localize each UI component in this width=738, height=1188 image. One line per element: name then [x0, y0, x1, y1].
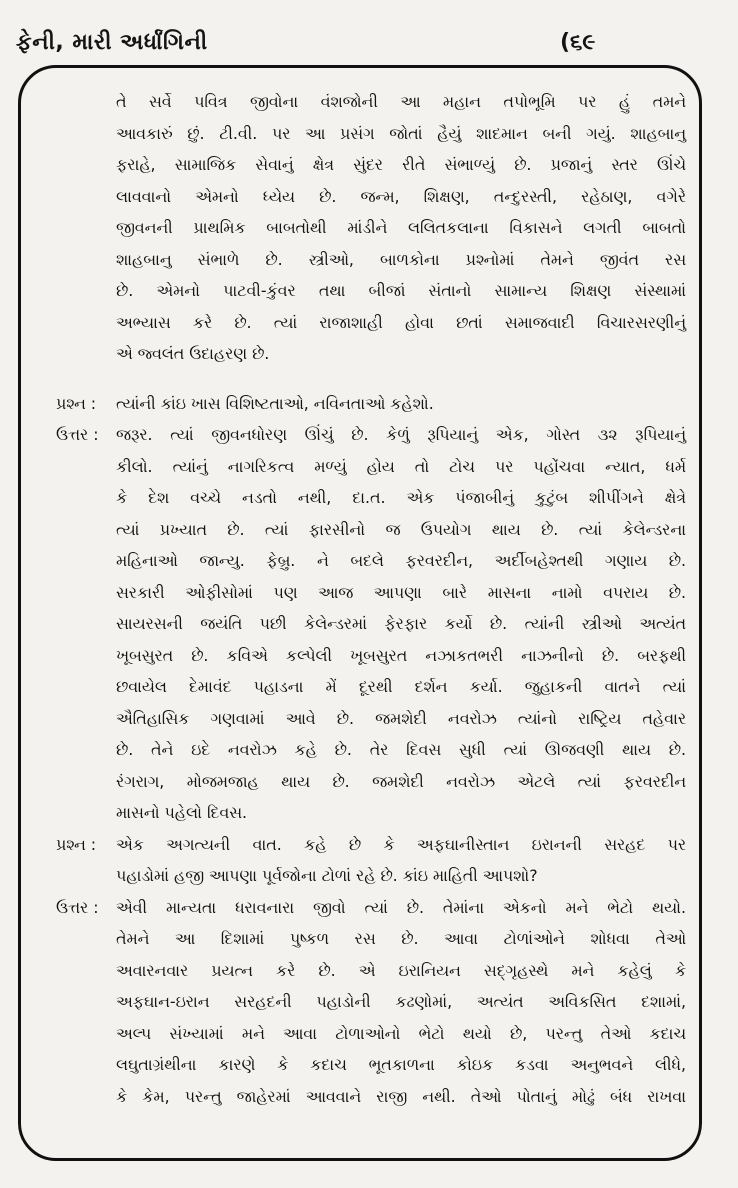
- text-line: અવારનવાર પ્રયત્ન કરે છે. એ ઇરાનિયન સદ્‌ગૃહસ્થે મને કહેલું કે: [116, 960, 686, 980]
- text-line: તે સર્વે પવિત્ર જીવોના વંશજોની આ મહાન તપોભૂમિ પર હું તમને: [116, 92, 686, 111]
- text-line: અલ્પ સંખ્યામાં મને આવા ટોળાઓનો ભેટો થયો છે, પરન્તુ તેઓ કદાચ: [116, 1023, 686, 1043]
- text-line: કીલો. ત્યાંનું નાગરિકત્વ મળ્યું હોય તો ટોચ પર પહોંચવા ન્યાત, ધર્મ: [116, 456, 686, 476]
- text-line: ત્યાંની કાંઇ ખાસ વિશિષ્ટતાઓ, નવિનતાઓ કહેશો.: [116, 393, 434, 413]
- text-line: કે દેશ વચ્ચે નડતો નથી, દા.ત. એક પંજાબીનું કુટુંબ શીપીંગને ક્ષેત્રે: [116, 488, 686, 507]
- text-line: શાહબાનુ સંભાળે છે. સ્ત્રીઓ, બાળકોના પ્રશ્નોમાં તેમને જીવંત રસ: [116, 249, 686, 269]
- text-line: છે. તેને ઇદે નવરોઝ કહે છે. તેર દિવસ સુધી ત્યાં ઊજવણી થાય છે.: [116, 740, 686, 759]
- answer-block: [56, 419, 686, 829]
- text-line: એ જ્વલંત ઉદાહરણ છે.: [116, 344, 270, 363]
- paragraph-gap: [56, 370, 686, 388]
- page-number: (૬૯: [560, 30, 596, 55]
- text-line: જરૂર. ત્યાં જીવનધોરણ ઊંચું છે. કેળું રૂપિયાનું એક, ગોસ્ત ૩૨ રૂપિયાનું: [116, 425, 686, 444]
- text-line: છે. એમનો પાટવી-કુંવર તથા બીજાં સંતાનો સામાન્ય શિક્ષણ સંસ્થામાં: [116, 281, 686, 300]
- answer-text: [116, 419, 686, 829]
- answer-label: ઉત્તર :: [56, 425, 99, 444]
- text-line: લઘુતાગ્રંથીના કારણે કે કદાચ ભૂતકાળના કોઇક કડવા અનુભવને લીધે,: [116, 1055, 686, 1074]
- text-line: કે કેમ, પરન્તુ જાહેરમાં આવવાને રાજી નથી. તેઓ પોતાનું મોઢું બંધ રાખવા: [116, 1086, 686, 1106]
- text-line: ખૂબસુરત છે. કવિએ કલ્પેલી ખૂબસુરત નઝાકતભરી નાઝનીનો છે. બરફથી: [116, 645, 686, 665]
- answer-block: [56, 892, 686, 1113]
- page-body: [56, 86, 686, 1112]
- question-block: [56, 388, 686, 420]
- text-line: રંગરાગ, મોજમજાહ થાય છે. જમશેદી નવરોઝ એટલે ત્યાં ફરવરદીન: [116, 771, 686, 791]
- text-line: મહિનાઓ જાન્યુ. ફેબ્રુ. ને બદલે ફરવરદીન, અર્દીબહેશ્તથી ગણાય છે.: [116, 551, 686, 570]
- question-label: પ્રશ્ન :: [56, 834, 97, 854]
- question-label: પ્રશ્ન :: [56, 393, 97, 413]
- running-title: ફેની, મારી અર્ધાંગિની: [16, 30, 208, 55]
- text-line: અફઘાન-ઇરાન સરહદની પહાડોની કઢણોમાં, અત્યંત અવિકસિત દશામાં,: [116, 992, 686, 1011]
- question-text: [116, 829, 686, 892]
- text-line: લાવવાનો એમનો ધ્યેય છે. જન્મ, શિક્ષણ, તન્દુરસ્તી, રહેઠાણ, વગેરે: [116, 186, 686, 206]
- text-line: સાયરસની જયંતિ પછી કેલેન્ડરમાં ફેરફાર કર્યો છે. ત્યાંની સ્ત્રીઓ અત્યંત: [116, 614, 686, 633]
- answer-text: [116, 892, 686, 1113]
- text-line: અભ્યાસ કરે છે. ત્યાં રાજાશાહી હોવા છતાં સમાજવાદી વિચારસરણીનું: [116, 312, 686, 332]
- text-line: ઐતિહાસિક ગણવામાં આવે છે. જમશેદી નવરોઝ ત્યાંનો રાષ્ટ્રિય તહેવાર: [116, 708, 686, 728]
- question-block: [56, 829, 686, 892]
- text-line: પહાડોમાં હજી આપણા પૂર્વજોના ટોળાં રહે છે. કાંઇ માહિતી આપશો?: [116, 866, 538, 885]
- text-line: એવી માન્યતા ધરાવનારા જીવો ત્યાં છે. તેમાંના એકનો મને ભેટો થયો.: [116, 897, 686, 917]
- text-line: તેમને આ દિશામાં પુષ્કળ રસ છે. આવા ટોળાંઓને શોધવા તેઓ: [116, 929, 686, 948]
- text-line: ફરાહે, સામાજિક સેવાનું ક્ષેત્ર સુંદર રીતે સંભાળ્યું છે. પ્રજાનું સ્તર ઊંચે: [116, 155, 686, 174]
- text-line: જીવનની પ્રાથમિક બાબતોથી માંડીને લલિતકલાના વિકાસને લગતી બાબતો: [116, 218, 686, 237]
- text-line: આવકારું છું. ટી.વી. પર આ પ્રસંગ જોતાં હૈયું શાદમાન બની ગયું. શાહબાનુ: [116, 123, 686, 143]
- text-line: માસનો પહેલો દિવસ.: [116, 803, 248, 822]
- question-text: [116, 388, 686, 420]
- text-line: સરકારી ઓફીસોમાં પણ આજ આપણા બારે માસના નામો વપરાય છે.: [116, 582, 686, 602]
- text-line: છવાયેલ દેમાવંદ પહાડના મેં દૂરથી દર્શન કર્યા. જુહાકની વાતને ત્યાં: [116, 677, 686, 696]
- text-line: એક અગત્યની વાત. કહે છે કે અફઘાનીસ્તાન ઇરાનની સરહદ પર: [116, 834, 686, 854]
- text-line: ત્યાં પ્રખ્યાત છે. ત્યાં ફારસીનો જ ઉપયોગ થાય છે. ત્યાં કેલેન્ડરના: [116, 519, 686, 539]
- answer-label: ઉત્તર :: [56, 897, 99, 917]
- intro-paragraph: [56, 86, 686, 370]
- page-header: [0, 30, 738, 70]
